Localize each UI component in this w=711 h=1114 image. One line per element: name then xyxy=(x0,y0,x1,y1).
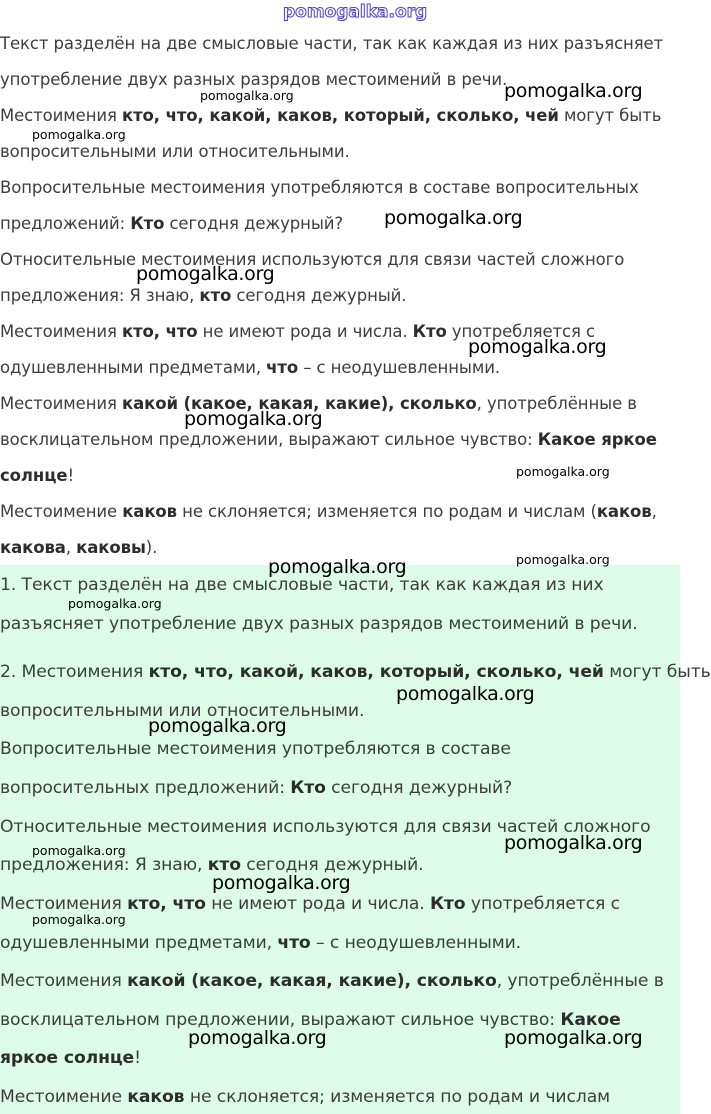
watermark: pomogalka.org xyxy=(184,408,323,430)
text-line: восклицательном предложении, выражают сильное чувство: Какое яркое xyxy=(0,430,657,449)
watermark: pomogalka.org xyxy=(516,464,610,479)
text-line: Местоимения какой (какое, какая, какие), сколько, употреблённые в xyxy=(0,394,637,413)
text-line: яркое солнце! xyxy=(0,1048,141,1068)
text-line: восклицательном предложении, выражают сильное чувство: Какое xyxy=(0,1010,621,1030)
watermark: pomogalka.org xyxy=(200,88,294,103)
watermark: pomogalka.org xyxy=(212,872,351,894)
text-line: Местоимения кто, что не имеют рода и числа. Кто употребляется с xyxy=(0,894,621,914)
text-line: солнце! xyxy=(0,466,74,485)
watermark: pomogalka.org xyxy=(32,127,126,142)
watermark: pomogalka.org xyxy=(32,843,126,858)
text-line: употребление двух разных разрядов местоимений в речи. xyxy=(0,70,508,89)
text-line: Местоимения какой (какое, какая, какие), сколько, употреблённые в xyxy=(0,971,664,991)
text-line: Вопросительные местоимения употребляются в составе вопросительных xyxy=(0,178,639,197)
watermark: pomogalka.org xyxy=(68,596,162,611)
text-line: какова, каковы). xyxy=(0,538,158,557)
watermark: pomogalka.org xyxy=(516,552,610,567)
watermark: pomogalka.org xyxy=(468,336,607,358)
text-line: Текст разделён на две смысловые части, так как каждая из них разъясняет xyxy=(0,34,664,53)
text-line: предложения: Я знаю, кто сегодня дежурный. xyxy=(0,286,407,305)
text-line: Вопросительные местоимения употребляются в составе xyxy=(0,739,511,759)
text-line: Относительные местоимения используются для связи частей сложного xyxy=(0,817,651,837)
text-line: вопросительными или относительными. xyxy=(0,142,350,161)
text-line: 1. Текст разделён на две смысловые части, так как каждая из них xyxy=(0,575,604,595)
text-line: разъясняет употребление двух разных разрядов местоимений в речи. xyxy=(0,614,638,634)
text-line: одушевленными предметами, что – с неодушевленными. xyxy=(0,358,500,377)
text-line: вопросительными или относительными. xyxy=(0,701,365,721)
watermark: pomogalka.org xyxy=(384,207,523,229)
text-line: Относительные местоимения используются для связи частей сложного xyxy=(0,250,625,269)
watermark: pomogalka.org xyxy=(504,832,643,854)
text-line: Местоимения кто, что, какой, каков, который, сколько, чей могут быть xyxy=(0,106,662,125)
watermark: pomogalka.org xyxy=(504,80,643,102)
text-line: вопросительных предложений: Кто сегодня дежурный? xyxy=(0,778,513,798)
watermark: pomogalka.org xyxy=(268,556,407,578)
text-line: 2. Местоимения кто, что, какой, каков, который, сколько, чей могут быть xyxy=(0,662,711,682)
watermark: pomogalka.org xyxy=(396,683,535,705)
watermark: pomogalka.org xyxy=(504,1027,643,1049)
text-line: Местоимение каков не склоняется; изменяется по родам и числам xyxy=(0,1087,610,1107)
text-line: Местоимение каков не склоняется; изменяется по родам и числам (каков, xyxy=(0,502,657,521)
watermark: pomogalka.org xyxy=(32,912,126,927)
text-line: одушевленными предметами, что – с неодушевленными. xyxy=(0,933,522,953)
watermark: pomogalka.org xyxy=(188,1027,327,1049)
watermark: pomogalka.org xyxy=(148,715,287,737)
text-line: Местоимения кто, что не имеют рода и числа. Кто употребляется с xyxy=(0,322,595,341)
text-line: предложений: Кто сегодня дежурный? xyxy=(0,214,344,233)
watermark: pomogalka.org xyxy=(136,263,275,285)
text-line: предложения: Я знаю, кто сегодня дежурный. xyxy=(0,855,424,875)
site-logo[interactable]: pomogalka.org xyxy=(283,2,428,22)
